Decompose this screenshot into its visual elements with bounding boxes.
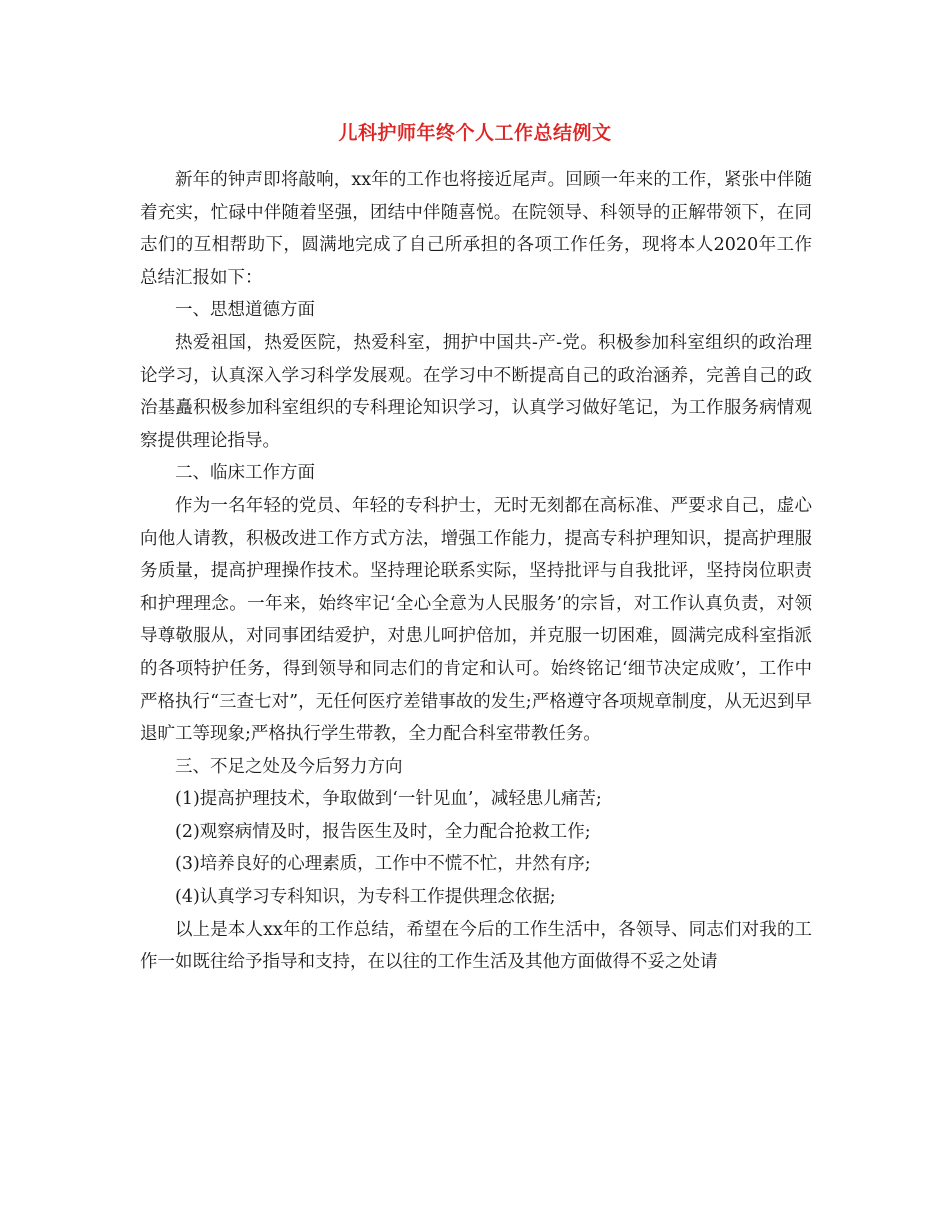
list-item: (3)培养良好的心理素质，工作中不慌不忙，井然有序;: [175, 854, 591, 875]
section-heading-ideology: 一、思想道德方面: [175, 300, 315, 321]
section-heading-clinical: 二、临床工作方面: [175, 463, 315, 484]
list-item: (1)提高护理技术，争取做到‘一针见血’，减轻患儿痛苦;: [175, 789, 602, 810]
list-item: (2)观察病情及时，报告医生及时，全力配合抢救工作;: [175, 821, 591, 842]
section-heading-improvement: 三、不足之处及今后努力方向: [175, 756, 403, 777]
paragraph-ideology: 热爱祖国，热爱医院，热爱科室，拥护中国共-产-党。积极参加科室组织的政治理论学习，认真深入学习科学发展观。在学习中不断提高自己的政治涵养，完善自己的政治基矗积极参加科室组织的专科理论知识学习，认真学习做好笔记，为工作服务病情观察提供理论指导。: [140, 332, 812, 451]
document-title: 儿科护师年终个人工作总结例文: [338, 122, 612, 144]
paragraph-clinical: 作为一名年轻的党员、年轻的专科护士，无时无刻都在高标准、严要求自己，虚心向他人请教，积极改进工作方式方法，增强工作能力，提高专科护理知识，提高护理服务质量，提高护理操作技术。坚持理论联系实际，坚持批评与自我批评，坚持岗位职责和护理理念。一年来，始终牢记‘全心全意为人民服务’的宗旨，对工作认真负责，对领导尊敬服从，对同事团结爱护，对患儿呵护倍加，并克服一切困难，圆满完成科室指派的各项特护任务，得到领导和同志们的肯定和认可。始终铭记‘细节决定成败’，工作中严格执行“三查七对”，无任何医疗差错事故的发生;严格遵守各项规章制度，从无迟到早退旷工等现象;严格执行学生带教，全力配合科室带教任务。: [140, 495, 812, 745]
list-item: (4)认真学习专科知识，为专科工作提供理念依据;: [175, 887, 556, 908]
paragraph-conclusion: 以上是本人xx年的工作总结，希望在今后的工作生活中，各领导、同志们对我的工作一如既往给予指导和支持，在以往的工作生活及其他方面做得不妥之处请: [140, 919, 812, 973]
document-body: [140, 164, 812, 979]
paragraph-intro: 新年的钟声即将敲响，xx年的工作也将接近尾声。回顾一年来的工作，紧张中伴随着充实，忙碌中伴随着坚强，团结中伴随喜悦。在院领导、科领导的正解带领下，在同志们的互相帮助下，圆满地完成了自己所承担的各项工作任务，现将本人2020年工作总结汇报如下：: [140, 170, 812, 288]
